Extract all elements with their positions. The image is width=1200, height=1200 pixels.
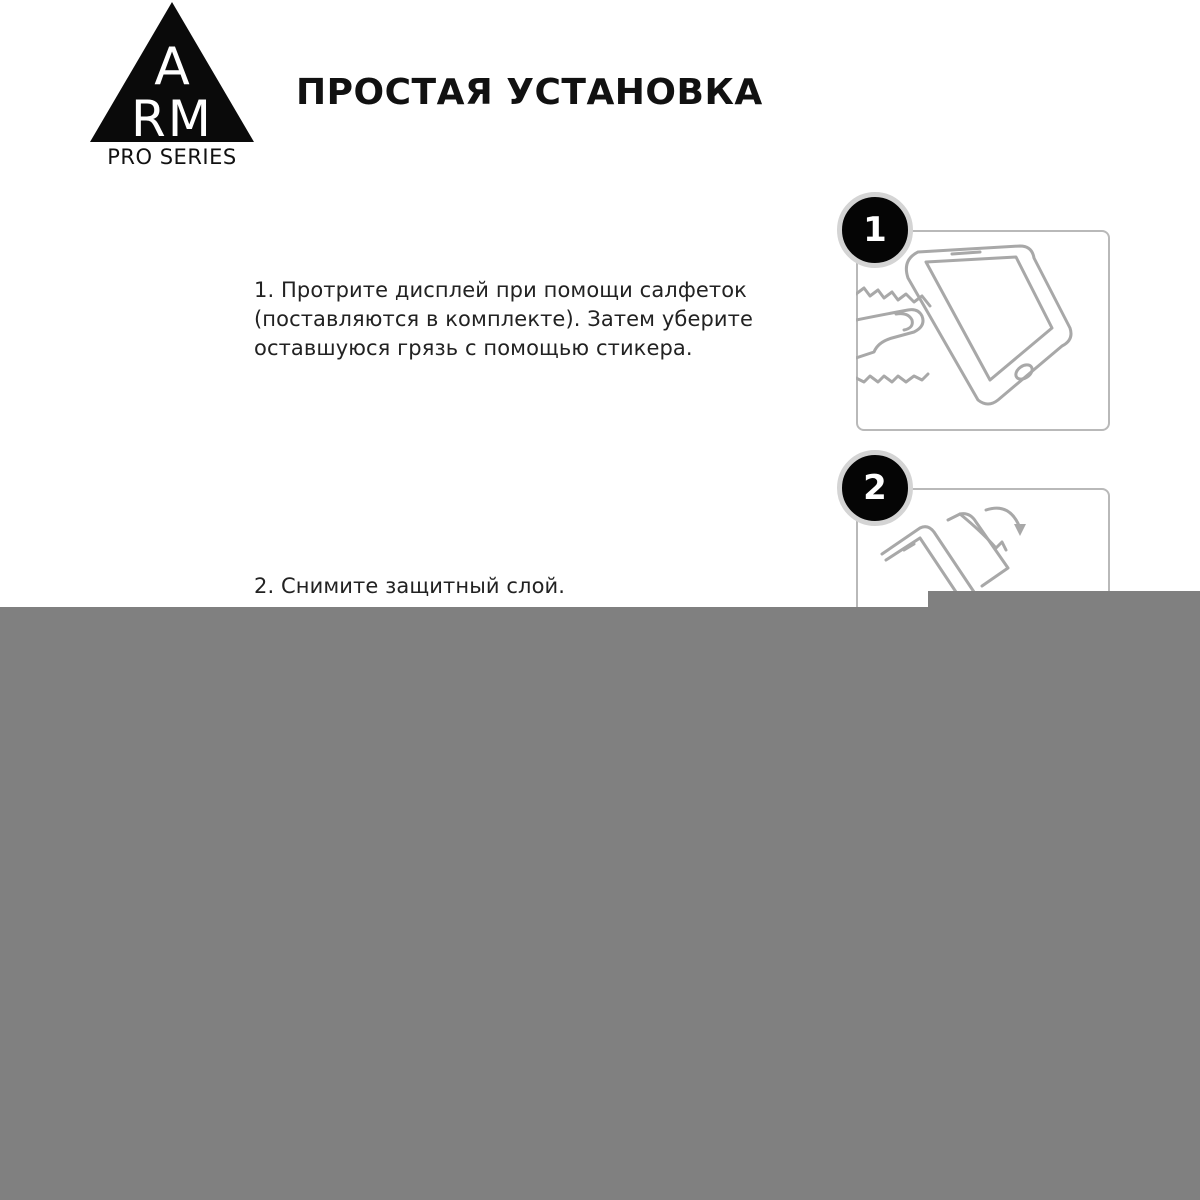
triangle-logo-icon [88, 2, 256, 147]
brand-logo [88, 2, 256, 168]
step-2-line: 2. Снимите защитный слой. [254, 574, 566, 598]
step-1-line: оставшуюся грязь с помощью стикера. [254, 336, 693, 360]
step-2-instructions [254, 572, 814, 601]
step-1-instructions [254, 276, 814, 363]
step-1-line: 1. Протрите дисплей при помощи салфеток [254, 278, 747, 302]
gray-overlay [0, 607, 1200, 1200]
logo-letters-rm: RM [131, 90, 213, 147]
gray-overlay-tab [928, 591, 1200, 608]
step-1-line: (поставляются в комплекте). Затем уберите [254, 307, 754, 331]
logo-series-label: PRO SERIES [107, 145, 237, 169]
logo-letter-a: A [154, 37, 190, 97]
step-1-badge: 1 [837, 192, 913, 268]
step-2-badge: 2 [837, 450, 913, 526]
page-title: ПРОСТАЯ УСТАНОВКА [296, 72, 763, 113]
